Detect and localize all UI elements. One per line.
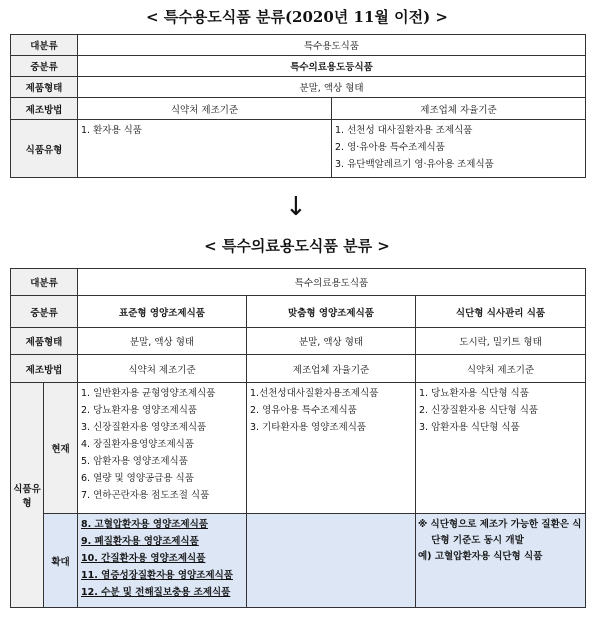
form-value: 분말, 액상 형태 [78, 77, 586, 98]
expand-col-3-note [416, 514, 586, 608]
top-title: < 특수용도식품 분류(2020년 11월 이전) > [146, 8, 448, 26]
list-item: 2. 당뇨환자용 영양조제식품 [81, 405, 198, 416]
method-label: 제조방법 [11, 355, 78, 383]
expand-col-2 [247, 514, 416, 608]
list-item: 1. 일반환자용 균형영양조제식품 [81, 388, 216, 399]
method-a: 식약처 제조기준 [78, 98, 332, 120]
list-item: 2. 영·유아용 특수조제식품 [335, 142, 445, 153]
list-item: 5. 암환자용 영양조제식품 [81, 456, 188, 467]
current-label: 현재 [44, 383, 78, 514]
list-item: 12. 수분 및 전해질보충용 조제식품 [81, 587, 231, 598]
form-label: 제품형태 [11, 77, 78, 98]
mid-value: 특수의료용도등식품 [78, 56, 586, 77]
major-label: 대분류 [11, 269, 78, 296]
mid-label: 중분류 [11, 56, 78, 77]
new-classification-table [10, 268, 586, 608]
note-line: 예) 고혈압환자용 식단형 식품 [418, 551, 543, 562]
list-item: 7. 연하곤란자용 점도조절 식품 [81, 490, 210, 501]
method-b: 제조업체 자율기준 [332, 98, 586, 120]
major-value: 특수의료용도식품 [78, 269, 586, 296]
list-item: 1. 당뇨환자용 식단형 식품 [419, 388, 529, 399]
method-col-2: 제조업체 자율기준 [247, 355, 416, 383]
bottom-title: < 특수의료용도식품 분류 > [204, 237, 390, 255]
mid-col-1: 표준형 영양조제식품 [78, 296, 247, 328]
major-value: 특수용도식품 [78, 35, 586, 56]
mid-col-2: 맞춤형 영양조제식품 [247, 296, 416, 328]
list-item: 11. 염증성장질환자용 영양조제식품 [81, 570, 233, 581]
current-col-2 [247, 383, 416, 514]
form-col-1: 분말, 액상 형태 [78, 328, 247, 355]
major-label: 대분류 [11, 35, 78, 56]
expand-col-1 [78, 514, 247, 608]
current-col-3 [416, 383, 586, 514]
list-item: 1. 선천성 대사질환자용 조제식품 [335, 125, 473, 136]
list-item: 3. 신장질환자용 영양조제식품 [81, 422, 207, 433]
form-col-2: 분말, 액상 형태 [247, 328, 416, 355]
type-label: 식품유형 [11, 383, 44, 608]
current-col-1 [78, 383, 247, 514]
mid-col-3: 식단형 식사관리 식품 [416, 296, 586, 328]
expand-label: 확대 [44, 514, 78, 608]
list-item: 3. 기타환자용 영양조제식품 [250, 422, 367, 433]
old-classification-table [10, 34, 586, 178]
type-b-list [332, 120, 586, 178]
list-item: 1. 환자용 식품 [81, 125, 142, 136]
list-item: 3. 암환자용 식단형 식품 [419, 422, 520, 433]
type-a-list [78, 120, 332, 178]
type-label: 식품유형 [11, 120, 78, 178]
list-item: 2. 영유아용 특수조제식품 [250, 405, 357, 416]
list-item: 6. 열량 및 영양공급용 식품 [81, 473, 194, 484]
list-item: 10. 간질환자용 영양조제식품 [81, 553, 206, 564]
form-label: 제품형태 [11, 328, 78, 355]
list-item: 1.선천성대사질환자용조제식품 [250, 388, 379, 399]
method-col-1: 식약처 제조기준 [78, 355, 247, 383]
form-col-3: 도시락, 밀키트 형태 [416, 328, 586, 355]
list-item: 4. 장질환자용영양조제식품 [81, 439, 195, 450]
down-arrow-icon: ↓ [285, 192, 307, 222]
list-item: 3. 유단백알레르기 영·유아용 조제식품 [335, 159, 494, 170]
note-line: ※ 식단형으로 제조가 가능한 질환은 식 [418, 519, 582, 530]
list-item: 2. 신장질환자용 식단형 식품 [419, 405, 539, 416]
method-label: 제조방법 [11, 98, 78, 120]
list-item: 8. 고혈압환자용 영양조제식품 [81, 519, 208, 530]
mid-label: 중분류 [11, 296, 78, 328]
note-line: 단형 기준도 동시 개발 [418, 535, 524, 546]
list-item: 9. 폐질환자용 영양조제식품 [81, 536, 199, 547]
method-col-3: 식약처 제조기준 [416, 355, 586, 383]
